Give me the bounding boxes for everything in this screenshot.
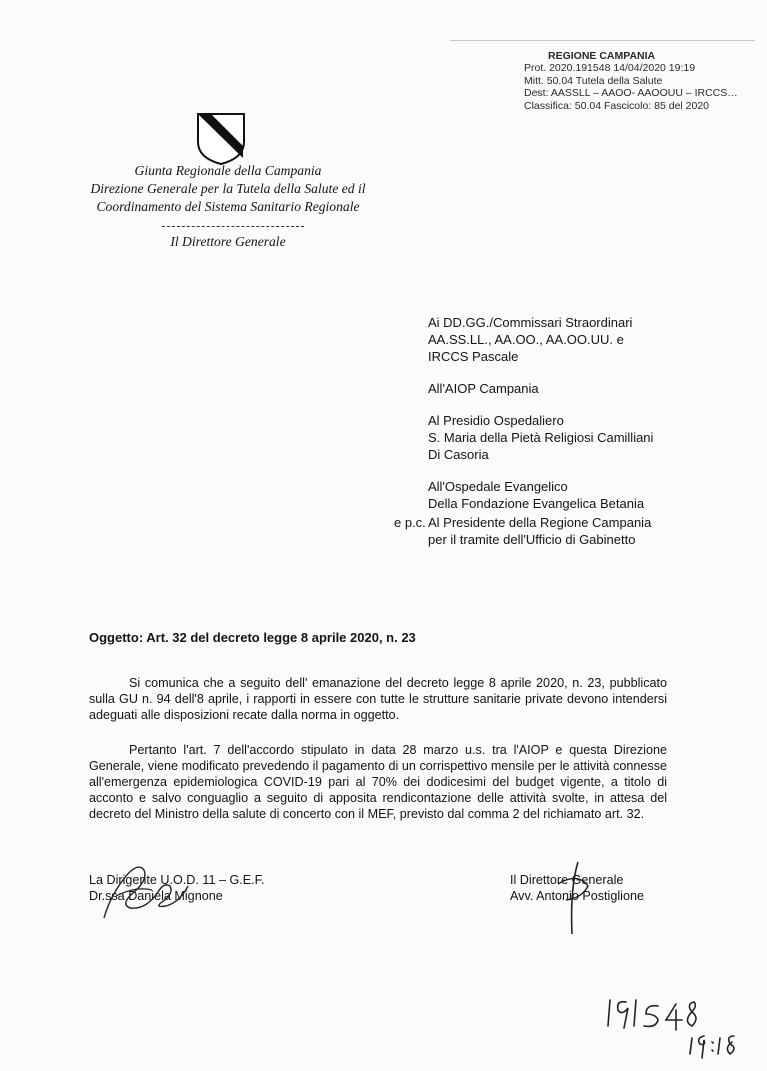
cc-line: Al Presidente della Regione Campania: [428, 515, 652, 530]
body-paragraph: Pertanto l'art. 7 dell'accordo stipulato in data 28 marzo u.s. tra l'AIOP e questa Direzione Generale, viene modificato prevedendo il pagamento di un corrispettivo mensile per le attività connesse all'emergenza epidemiologica COVID-19 pari al 70% dei dodicesimi del budget vigente, a titolo di acconto e salvo conguaglio a seguito di apposita rendicontazione delle attività svolte, in attesa del decreto del Ministro della salute di concerto con il MEF, previsto dal comma 2 del richiamato art. 32.: [89, 743, 667, 821]
recipient-group: [428, 380, 653, 397]
recipient-group: [428, 412, 653, 463]
cc-recipients: [428, 514, 651, 548]
signature-block-right: [510, 872, 644, 904]
region-crest-icon: [196, 112, 246, 166]
stamp-line-classification: Classifica: 50.04 Fascicolo: 85 del 2020: [524, 99, 710, 112]
recipient-line: AA.SS.LL., AA.OO., AA.OO.UU. e: [428, 332, 624, 347]
letterhead-line: Giunta Regionale della Campania: [134, 163, 322, 178]
recipient-line: Ai DD.GG./Commissari Straordinari: [428, 315, 633, 330]
letter-body: [89, 676, 667, 842]
recipient-line: Al Presidio Ospedaliero: [428, 413, 564, 428]
recipient-line: All'Ospedale Evangelico: [428, 479, 568, 494]
letterhead-line: Direzione Generale per la Tutela della Salute ed il: [90, 181, 366, 196]
signature-name: Dr.ssa Daniela Mignone: [89, 889, 223, 903]
stamp-title: REGIONE CAMPANIA: [548, 50, 656, 62]
cc-line: per il tramite dell'Ufficio di Gabinetto: [428, 532, 636, 547]
handwritten-protocol-number: [600, 992, 750, 1062]
stamp-line-sender: Mitt. 50.04 Tutela della Salute: [524, 74, 663, 87]
letterhead-director: Il Direttore Generale: [170, 234, 286, 249]
letterhead-line: Coordinamento del Sistema Sanitario Regionale: [96, 199, 360, 214]
recipient-line: S. Maria della Pietà Religiosi Camilliani: [428, 430, 654, 445]
signature-title: Il Direttore Generale: [510, 873, 624, 887]
recipient-line: Di Casoria: [428, 447, 489, 462]
signature-title: La Dirigente U.O.D. 11 – G.E.F.: [89, 873, 265, 887]
signature-name: Avv. Antonio Postiglione: [510, 889, 644, 903]
subject-line: Oggetto: Art. 32 del decreto legge 8 aprile 2020, n. 23: [89, 630, 416, 645]
cc-label: e p.c.: [394, 515, 426, 530]
signature-block-left: [89, 872, 264, 904]
stamp-line-protocol: Prot. 2020.191548 14/04/2020 19:19: [524, 62, 696, 75]
recipient-line: IRCCS Pascale: [428, 349, 519, 364]
letterhead: [78, 162, 378, 216]
recipient-line: All'AIOP Campania: [428, 381, 539, 396]
recipient-line: Della Fondazione Evangelica Betania: [428, 496, 645, 511]
recipients-block: [428, 314, 653, 527]
letterhead-divider: [162, 226, 304, 227]
stamp-rule: [450, 40, 755, 41]
recipient-group: [428, 314, 653, 365]
body-paragraph: Si comunica che a seguito dell' emanazione del decreto legge 8 aprile 2020, n. 23, pubblicato sulla GU n. 94 dell'8 aprile, i rapporti in essere con tutte le strutture sanitarie private devono intendersi adeguati alle disposizioni recate dalla norma in oggetto.: [89, 676, 667, 722]
protocol-stamp: [524, 50, 738, 112]
stamp-line-recipients: Dest: AASSLL – AAOO- AAOOUU – IRCCS…: [524, 87, 738, 100]
recipient-group: [428, 478, 653, 512]
